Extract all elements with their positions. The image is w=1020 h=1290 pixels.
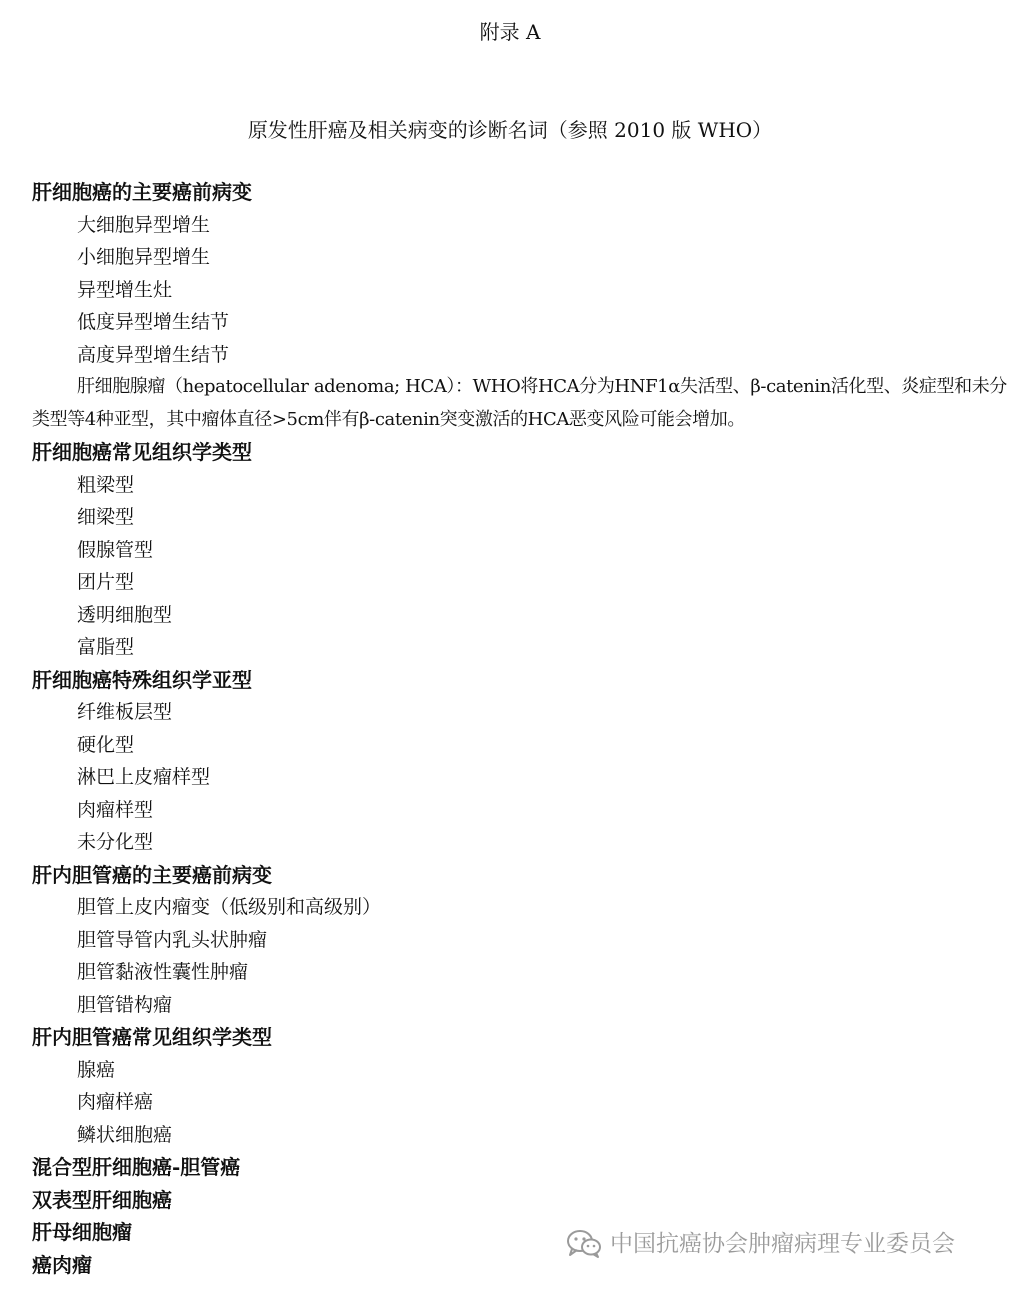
list-item: 胆管上皮内瘤变（低级别和高级别） xyxy=(77,896,382,918)
list-item: 肉瘤样型 xyxy=(77,798,154,821)
document-title: 原发性肝癌及相关病变的诊断名词（参照 2010 版 WHO） xyxy=(247,118,773,142)
list-item: 异型增生灶 xyxy=(77,278,173,301)
section-heading: 肝细胞癌的主要癌前病变 xyxy=(32,180,252,204)
section-heading: 肝细胞癌常见组织学类型 xyxy=(32,440,252,464)
section-heading: 肝细胞癌特殊组织学亚型 xyxy=(32,667,252,692)
section-heading: 肝内胆管癌的主要癌前病变 xyxy=(32,862,272,887)
list-item: 胆管黏液性囊性肿瘤 xyxy=(77,961,249,983)
list-item: 纤维板层型 xyxy=(77,701,173,723)
list-item: 透明细胞型 xyxy=(77,603,173,626)
wechat-icon xyxy=(566,1229,602,1259)
list-item: 高度异型增生结节 xyxy=(77,343,230,366)
list-item: 假腺管型 xyxy=(77,538,154,561)
list-item: 细梁型 xyxy=(77,506,135,528)
list-item: 胆管错构瘤 xyxy=(77,993,173,1016)
section-heading: 癌肉瘤 xyxy=(32,1252,92,1277)
list-item: 低度异型增生结节 xyxy=(77,311,230,333)
list-item: 团片型 xyxy=(77,571,135,593)
list-item: 腺癌 xyxy=(77,1058,116,1081)
terminology-list xyxy=(32,176,1007,1281)
list-item: 鳞状细胞癌 xyxy=(77,1123,173,1146)
list-item: 富脂型 xyxy=(77,636,135,658)
list-item: 肉瘤样癌 xyxy=(77,1091,154,1113)
appendix-label: 附录 A xyxy=(479,20,541,44)
section-heading: 肝母细胞瘤 xyxy=(32,1220,132,1244)
section-heading: 混合型肝细胞癌-胆管癌 xyxy=(32,1155,241,1179)
list-item: 大细胞异型增生 xyxy=(77,213,211,236)
hca-paragraph: 肝细胞腺瘤（hepatocellular adenoma; HCA）：WHO将HCA分为HNF1α失活型、β-catenin活化型、炎症型和未分类型等4种亚型，其中瘤体直径>5cm伴有β-catenin突变激活的HCA恶变风险可能会增加。 xyxy=(32,376,1007,430)
list-item: 淋巴上皮瘤样型 xyxy=(77,766,211,788)
list-item: 胆管导管内乳头状肿瘤 xyxy=(77,928,268,951)
list-item: 未分化型 xyxy=(77,831,154,853)
watermark-text: 中国抗癌协会肿瘤病理专业委员会 xyxy=(610,1231,955,1257)
list-item: 硬化型 xyxy=(77,733,135,756)
list-item: 粗梁型 xyxy=(77,473,135,496)
list-item: 小细胞异型增生 xyxy=(77,246,211,268)
section-heading: 双表型肝细胞癌 xyxy=(32,1187,172,1212)
watermark xyxy=(566,1226,955,1262)
section-heading: 肝内胆管癌常见组织学类型 xyxy=(32,1025,272,1049)
